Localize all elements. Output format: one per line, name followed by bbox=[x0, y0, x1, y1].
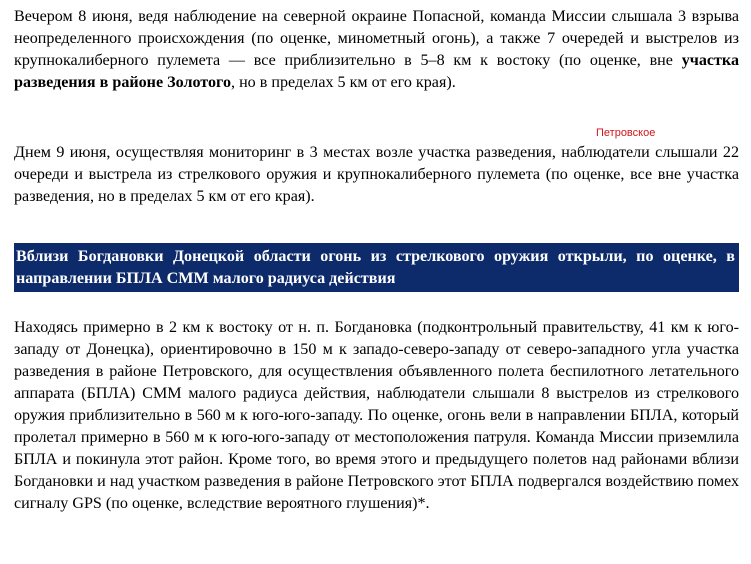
paragraph-popasna-report bbox=[14, 6, 739, 94]
paragraph-uav-report: Находясь примерно в 2 км к востоку от н. п. Богдановка (подконтрольный правительству, 41 км к юго-западу от Донецка), ориентировочно в 150 м к западо-северо-западу от северо-западного угла участка разведения в районе Петровского, для осуществления объявленного полета беспилотного летательного аппарата (БПЛА) СММ малого радиуса действия, наблюдатели слышали 8 выстрелов из стрелкового оружия приблизительно в 560 м к юго-юго-западу. По оценке, огонь вели в направлении БПЛА, который пролетал примерно в 560 м к юго-юго-западу от местоположения патруля. Команда Миссии приземлила БПЛА и покинула этот район. Кроме того, во время этого и предыдущего полетов над районами вблизи Богдановки и над участком разведения в районе Петровского этот БПЛА подвергался воздействию помех сигналу GPS (по оценке, вследствие вероятного глушения)*. bbox=[14, 319, 739, 512]
red-annotation-label: Петровское bbox=[596, 127, 656, 139]
paragraph-1-text-start: Вечером 8 июня, ведя наблюдение на северной окраине Попасной, команда Миссии слышала 3 взрыва неопределенного происхождения (по оценке, минометный огонь), а также 7 очередей и выстрелов из крупнокалиберного пулемета — все приблизительно в 5–8 км к востоку (по оценке, вне bbox=[14, 8, 739, 69]
paragraph-monitoring-report: Днем 9 июня, осуществляя мониторинг в 3 местах возле участка разведения, наблюдатели слышали 22 очереди и выстрела из стрелкового оружия и крупнокалиберного пулемета (по оценке, все вне участка разведения, но в пределах 5 км от его края). bbox=[14, 144, 739, 205]
paragraph-1-bold-phrase: участка разведения в районе Золотого bbox=[14, 52, 739, 91]
section-heading: Вблизи Богдановки Донецкой области огонь из стрелкового оружия открыли, по оценке, в направлении БПЛА СММ малого радиуса действия bbox=[14, 243, 739, 292]
paragraph-1-text-end: , но в пределах 5 км от его края). bbox=[231, 74, 456, 91]
